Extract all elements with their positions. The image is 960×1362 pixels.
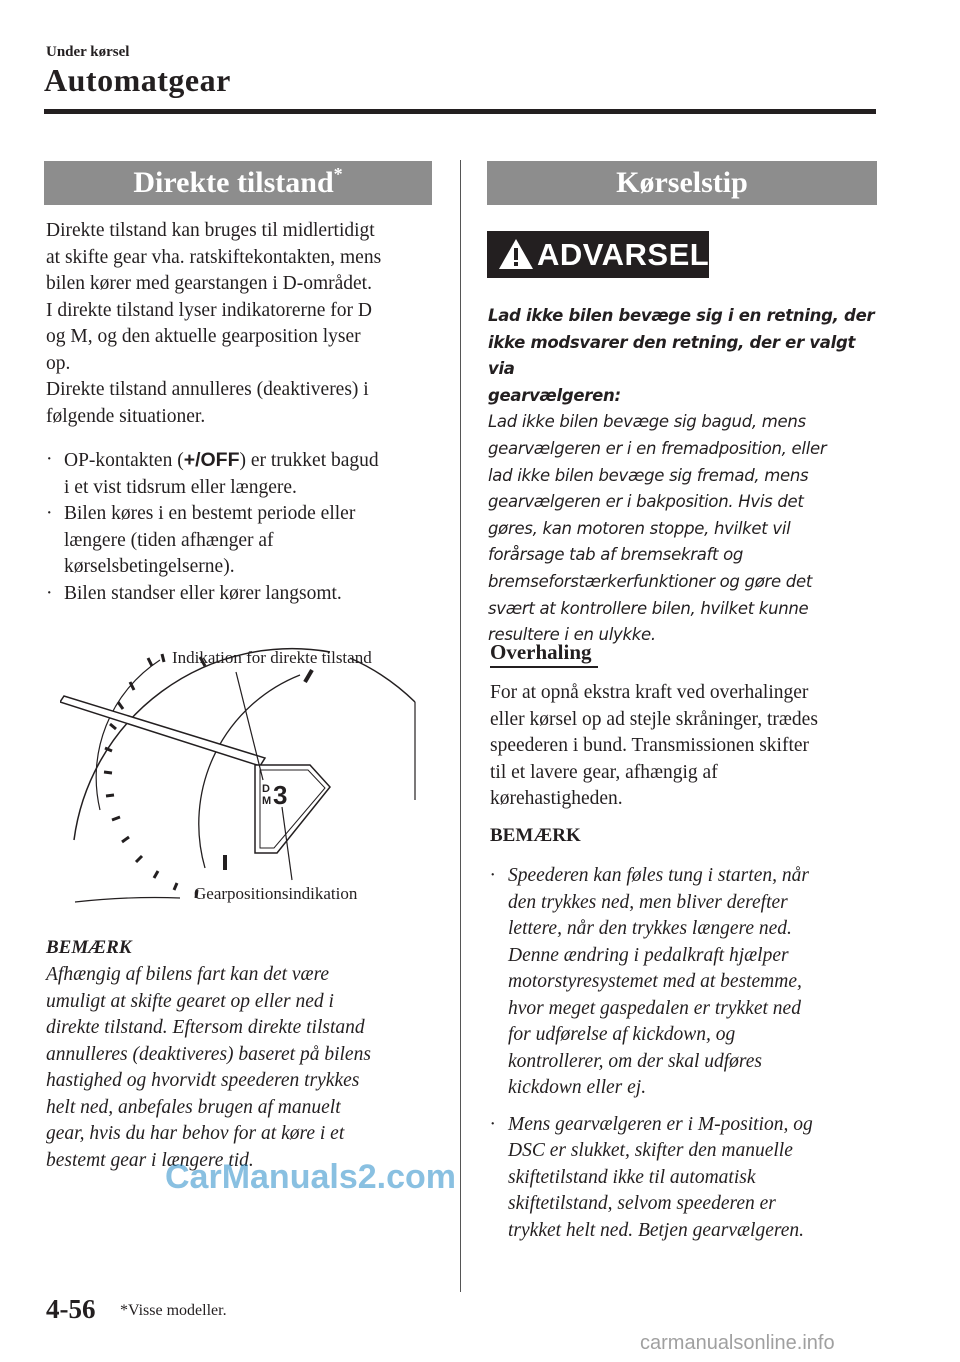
overtaking-heading: Overhaling bbox=[490, 640, 592, 664]
bullet-icon: · bbox=[46, 449, 53, 470]
text-line: umuligt at skifte gearet op eller ned i bbox=[46, 990, 334, 1012]
page-title: Automatgear bbox=[44, 62, 231, 98]
warning-label: ADVARSEL bbox=[537, 237, 710, 272]
power-switch-symbol: +/OFF bbox=[183, 449, 240, 471]
warning-line: gøres, kan motoren stoppe, hvilket vil bbox=[488, 518, 791, 538]
text-line: kontrollerer, om der skal udføres bbox=[508, 1050, 763, 1072]
text-line: For at opnå ekstra kraft ved overhalinger bbox=[490, 682, 809, 703]
base-line bbox=[75, 898, 180, 903]
footnote: *Visse modeller. bbox=[120, 1302, 227, 1319]
list-item bbox=[490, 863, 885, 1102]
label-direct-mode-indicator: Indikation for direkte tilstand bbox=[172, 648, 372, 667]
label-gear-position-indicator: Gearpositionsindikation bbox=[194, 884, 358, 903]
warning-bold-line: gearvælgeren: bbox=[488, 385, 621, 405]
text-line: Direkte tilstand annulleres (deaktiveres) i bbox=[46, 379, 369, 400]
warning-line: bremseforstærkerfunktioner og gøre det bbox=[488, 571, 812, 591]
display-gear: 3 bbox=[273, 780, 288, 810]
text-line: Afhængig af bilens fart kan det være bbox=[46, 964, 330, 985]
warning-bold-line: ikke modsvarer den retning, der er valgt via bbox=[488, 332, 856, 379]
text-line: til et lavere gear, afhængig af bbox=[490, 761, 718, 783]
text-line: gear, hvis du har behov for at køre i et bbox=[46, 1123, 345, 1144]
major-tick bbox=[305, 670, 312, 682]
tick-marks bbox=[104, 654, 197, 898]
dial-inner-ring bbox=[96, 660, 160, 810]
note-list-right bbox=[490, 863, 885, 1244]
text-line: kørehastigheden. bbox=[490, 788, 623, 809]
direct-mode-title: Direkte tilstand bbox=[133, 166, 334, 199]
list-item-text: i et vist tidsrum eller længere. bbox=[64, 476, 297, 498]
driving-tips-banner bbox=[487, 161, 877, 205]
gear-display-panel bbox=[255, 765, 330, 853]
list-item-text: ) er trukket bagud bbox=[239, 450, 379, 471]
bullet-icon: · bbox=[46, 582, 53, 604]
column-divider bbox=[460, 160, 461, 1292]
list-item bbox=[46, 447, 446, 501]
text-line: følgende situationer. bbox=[46, 405, 206, 427]
instrument-cluster-illustration bbox=[60, 640, 440, 915]
note-text-left bbox=[46, 962, 446, 1174]
bullet-icon: · bbox=[490, 865, 495, 886]
cancel-conditions-list bbox=[46, 447, 446, 607]
text-line: annulleres (deaktiveres) baseret på bilens bbox=[46, 1043, 371, 1065]
text-line: bilen kører med gearstangen i D-området. bbox=[46, 273, 372, 294]
warning-line: Lad ikke bilen bevæge sig bagud, mens bbox=[488, 412, 806, 432]
note-heading-left: BEMÆRK bbox=[46, 937, 132, 958]
text-line: Mens gearvælgeren er i M-position, og bbox=[508, 1113, 813, 1135]
overtaking-heading-underline bbox=[490, 666, 598, 668]
note-heading-right: BEMÆRK bbox=[490, 825, 581, 846]
warning-triangle-icon bbox=[497, 237, 535, 271]
list-item-text: OP-kontakten ( bbox=[64, 450, 184, 471]
text-line: Direkte tilstand kan bruges til midlertidigt bbox=[46, 220, 375, 241]
display-m: M bbox=[262, 795, 272, 807]
text-line: trykket helt ned. Betjen gearvælgeren. bbox=[508, 1219, 804, 1241]
display-d: D bbox=[262, 783, 270, 795]
text-line: I direkte tilstand lyser indikatorerne for D bbox=[46, 299, 372, 321]
warning-line: resultere i en ulykke. bbox=[488, 625, 656, 645]
list-item-text: Bilen standser eller kører langsomt. bbox=[64, 582, 342, 604]
warning-line: gearvælgeren er i en fremadposition, eller bbox=[488, 438, 827, 458]
warning-line: lad ikke bilen bevæge sig fremad, mens bbox=[488, 465, 809, 485]
text-line: den trykkes ned, men bliver derefter bbox=[508, 891, 788, 913]
warning-line: forårsage tab af bremsekraft og bbox=[488, 545, 744, 565]
section-label: Under kørsel bbox=[46, 44, 130, 60]
text-line: skiftetilstand ikke til automatisk bbox=[508, 1166, 756, 1188]
warning-line: gearvælgeren er i bakposition. Hvis det bbox=[488, 492, 804, 512]
direct-mode-description bbox=[46, 218, 446, 430]
text-line: hvor meget gaspedalen er trykket ned bbox=[508, 997, 801, 1019]
driving-tips-title: Kørselstip bbox=[616, 166, 748, 199]
text-line: skiftetilstand, selvom speederen er bbox=[508, 1193, 776, 1214]
overtaking-text bbox=[490, 680, 885, 813]
bullet-icon: · bbox=[490, 1113, 495, 1135]
text-line: hastighed og hvorvidt speederen trykkes bbox=[46, 1070, 360, 1091]
text-line: op. bbox=[46, 352, 71, 374]
bullet-icon: · bbox=[46, 503, 53, 524]
needle bbox=[60, 696, 265, 766]
list-item bbox=[46, 501, 446, 581]
text-line: helt ned, anbefales brugen af manuelt bbox=[46, 1096, 341, 1118]
text-line: kickdown eller ej. bbox=[508, 1077, 647, 1098]
text-line: lettere, når den trykkes længere ned. bbox=[508, 918, 792, 939]
text-line: speederen i bund. Transmissionen skifter bbox=[490, 735, 810, 756]
list-item-text: kørselsbetingelserne). bbox=[64, 556, 235, 577]
watermark-overlay: CarManuals2.com bbox=[165, 1158, 456, 1196]
warning-box bbox=[487, 231, 709, 278]
list-item-text: Bilen køres i en bestemt periode eller bbox=[64, 503, 356, 524]
list-item bbox=[46, 581, 446, 608]
text-line: Speederen kan føles tung i starten, når bbox=[508, 865, 809, 886]
text-line: Denne ændring i pedalkraft hjælper bbox=[508, 944, 789, 966]
text-line: motorstyresystemet med at bestemme, bbox=[508, 971, 802, 992]
text-line: DSC er slukket, skifter den manuelle bbox=[508, 1140, 793, 1161]
warning-text bbox=[488, 303, 883, 649]
watermark-bottom: carmanualsonline.info bbox=[640, 1332, 835, 1354]
page-number: 4-56 bbox=[46, 1294, 96, 1324]
warning-bold-line: Lad ikke bilen bevæge sig i en retning, der bbox=[488, 306, 875, 325]
text-line: at skifte gear vha. ratskiftekontakten, mens bbox=[46, 246, 382, 268]
list-item-text: længere (tiden afhænger af bbox=[64, 529, 274, 551]
leader-line-top bbox=[236, 672, 263, 780]
text-line: og M, og den aktuelle gearposition lyser bbox=[46, 326, 361, 347]
text-line: direkte tilstand. Eftersom direkte tilstand bbox=[46, 1017, 365, 1038]
direct-mode-banner bbox=[44, 161, 432, 205]
header-rule bbox=[44, 109, 876, 114]
model-asterisk: * bbox=[333, 164, 343, 184]
text-line: bestemt gear i længere tid. bbox=[46, 1149, 254, 1171]
warning-line: svært at kontrollere bilen, hvilket kunne bbox=[488, 598, 809, 618]
text-line: for udførelse af kickdown, og bbox=[508, 1024, 736, 1045]
text-line: eller kørsel op ad stejle skråninger, trædes bbox=[490, 708, 818, 730]
list-item bbox=[490, 1112, 885, 1245]
